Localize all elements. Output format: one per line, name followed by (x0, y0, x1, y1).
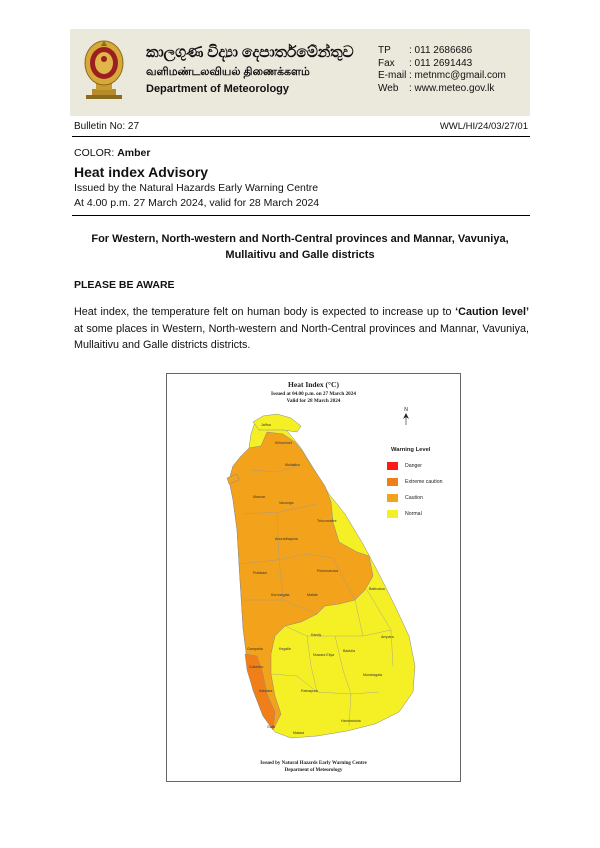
divider (72, 215, 530, 216)
legend-caution: Caution (387, 494, 423, 502)
color-value: Amber (117, 147, 151, 159)
contact-web: Web : www.meteo.gov.lk (378, 82, 495, 94)
heat-index-map (166, 373, 461, 782)
caution-level-text: ‘Caution level’ (455, 306, 529, 318)
place-kilinochchi: Kilinochchi (275, 441, 293, 445)
contact-fax: Fax : 011 2691443 (378, 57, 473, 69)
place-puttalam: Puttalam (253, 571, 268, 575)
place-mannar: Mannar (253, 495, 266, 499)
place-colombo: Colombo (249, 665, 264, 669)
place-anuradhapura: Anuradhapura (275, 537, 298, 541)
advisory-body: Heat index, the temperature felt on human body is expected to increase up to ‘Caution level’ at some places in Western, North-western and North-Central provinces and Mannar, Vavuniya, Mullaitivu and Galle districts districts. (74, 306, 529, 351)
place-vavuniya: Vavuniya (279, 501, 294, 505)
org-name-sinhala: කාලගුණ විද්‍යා දෙපාර්තමේන්තුව (146, 44, 354, 61)
legend-swatch (387, 462, 398, 470)
place-jaffna: Jaffna (261, 423, 271, 427)
north-arrow: N (403, 407, 409, 427)
org-name-english: Department of Meteorology (146, 83, 290, 95)
place-kurunegala: Kurunegala (271, 593, 290, 597)
legend-extreme-caution: Extreme caution (387, 478, 442, 486)
map-title: Heat Index (°C) (288, 380, 339, 389)
affected-areas: For Western, North-western and North-Central provinces and Mannar, Vavuniya, Mullaitivu and Galle districts (91, 233, 509, 261)
place-kegalle: Kegalle (279, 647, 291, 651)
place-polonnaruwa: Polonnaruwa (317, 569, 338, 573)
place-gampaha: Gampaha (247, 647, 263, 651)
map-footer-department: Deparment of Meteorology (284, 768, 343, 773)
place-nuwara-eliya: Nuwara Eliya (313, 653, 335, 657)
island-map (167, 374, 460, 781)
place-mullaitivu: Mullaitivu (285, 463, 300, 467)
map-footer-issuer: Issued by Natural Hazards Early Warning Centre (260, 761, 367, 766)
color-level: COLOR: Amber (74, 147, 151, 159)
legend-normal: Normal (387, 510, 422, 518)
issued-by: Issued by the Natural Hazards Early Warning Centre (74, 182, 319, 194)
issued-time: At 4.00 p.m. 27 March 2024, valid for 28 March 2024 (74, 197, 320, 209)
legend-swatch (387, 478, 398, 486)
place-batticaloa: Batticaloa (369, 587, 385, 591)
contact-block (378, 45, 506, 95)
place-ratnapura: Ratnapura (301, 689, 318, 693)
bulletin-number: Bulletin No: 27 (74, 121, 140, 132)
place-galle: Galle (267, 725, 276, 729)
place-ampara: Ampara (381, 635, 394, 639)
place-badulla: Badulla (343, 649, 355, 653)
legend-title: Warning Level (391, 447, 431, 453)
map-valid: Valid for 28 March 2024 (286, 398, 341, 404)
legend-swatch (387, 494, 398, 502)
contact-email: E-mail : metnmc@gmail.com (378, 70, 506, 82)
map-issued: Issued at 04.00 p.m. on 27 March 2024 (271, 391, 356, 397)
bulletin-reference: WWL/HI/24/03/27/01 (439, 121, 528, 132)
place-matale: Matale (307, 593, 318, 597)
legend-danger: Danger (387, 462, 422, 470)
legend-swatch (387, 510, 398, 518)
place-kalutara: Kalutara (259, 689, 273, 693)
place-monaragala: Monaragala (363, 673, 382, 677)
contact-phone: TP : 011 2686686 (378, 45, 473, 56)
place-kandy: Kandy (311, 633, 322, 637)
place-matara: Matara (293, 731, 305, 735)
org-name-tamil: வளிமண்டலவியல் திணைக்களம் (146, 66, 310, 78)
divider (72, 136, 530, 137)
please-be-aware: PLEASE BE AWARE (74, 279, 175, 291)
place-trincomalee: Trincomalee (317, 519, 337, 523)
advisory-title: Heat index Advisory (74, 164, 209, 180)
government-emblem-icon (82, 37, 126, 103)
place-hambantota: Hambantota (341, 719, 361, 723)
